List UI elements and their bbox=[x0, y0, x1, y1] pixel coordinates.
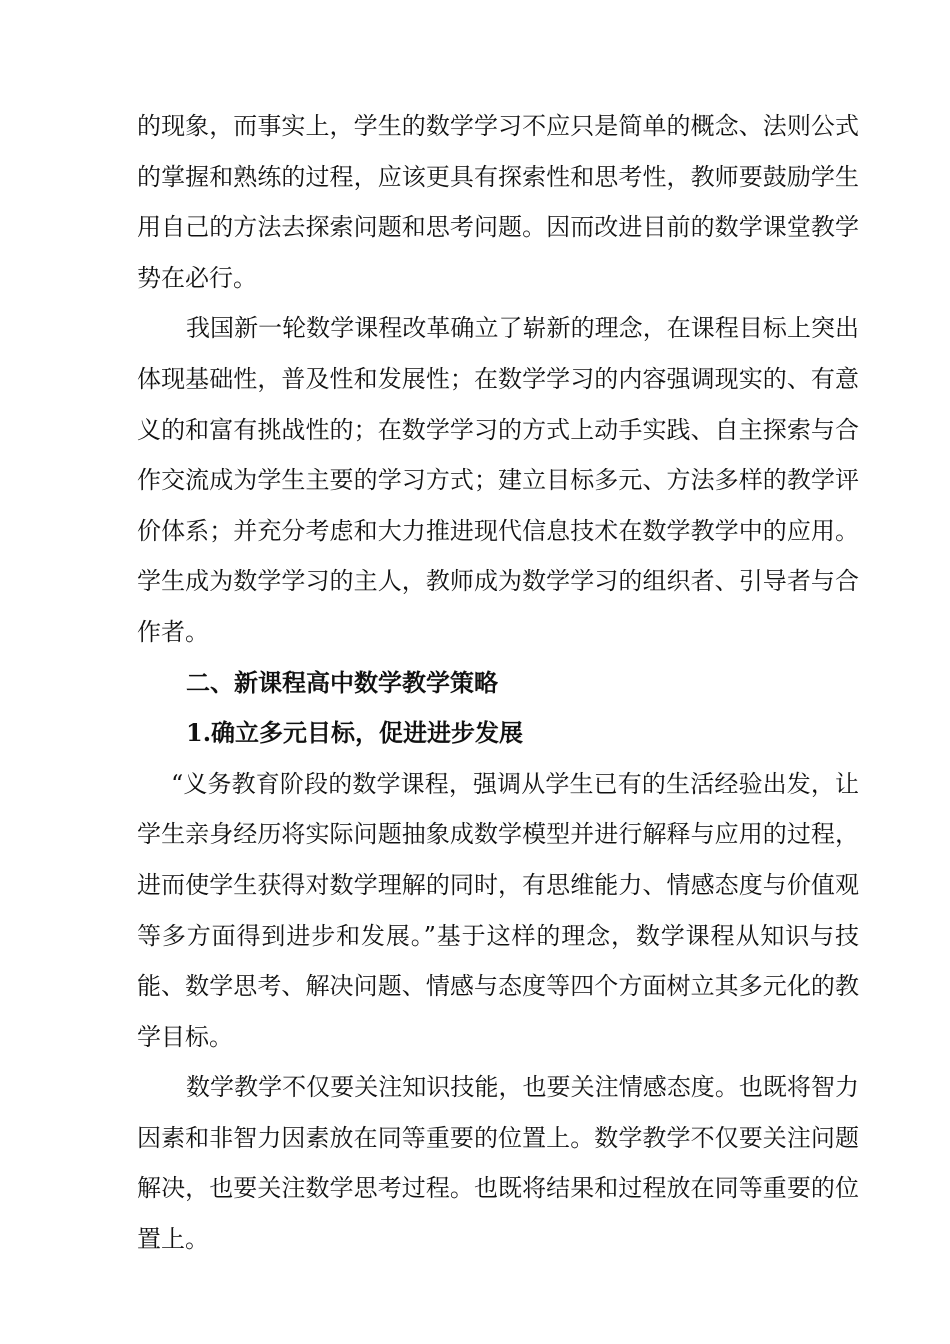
paragraph-continuation: 的现象，而事实上，学生的数学学习不应只是简单的概念、法则公式的掌握和熟练的过程，应该更具有探索性和思考性，教师要鼓励学生用自己的方法去探索问题和思考问题。因而改进目前的数学课堂教学势在必行。 bbox=[137, 112, 859, 292]
paragraph-teaching-focus: 数学教学不仅要关注知识技能，也要关注情感态度。也既将智力因素和非智力因素放在同等重要的位置上。数学教学不仅要关注问题解决，也要关注数学思考过程。也既将结果和过程放在同等重要的位置上。 bbox=[137, 1073, 859, 1254]
section-heading: 二、新课程高中数学教学策略 bbox=[186, 667, 498, 697]
subsection-heading: 1.确立多元目标，促进进步发展 bbox=[186, 718, 524, 748]
paragraph-curriculum-reform: 我国新一轮数学课程改革确立了崭新的理念，在课程目标上突出体现基础性，普及性和发展性；在数学学习的内容强调现实的、有意义的和富有挑战性的；在数学学习的方式上动手实践、自主探索与合作交流成为学生主要的学习方式；建立目标多元、方法多样的教学评价体系；并充分考虑和大力推进现代信息技术在数学教学中的应用。学生成为数学学习的主人，教师成为数学学习的组织者、引导者与合作者。 bbox=[137, 314, 859, 646]
document-page bbox=[137, 101, 859, 1265]
paragraph-quote: “义务教育阶段的数学课程，强调从学生已有的生活经验出发，让学生亲身经历将实际问题抽象成数学模型并进行解释与应用的过程，进而使学生获得对数学理解的同时，有思维能力、情感态度与价值观等多方面得到进步和发展。”基于这样的理念，数学课程从知识与技能、数学思考、解决问题、情感与态度等四个方面树立其多元化的教学目标。 bbox=[137, 769, 859, 1051]
